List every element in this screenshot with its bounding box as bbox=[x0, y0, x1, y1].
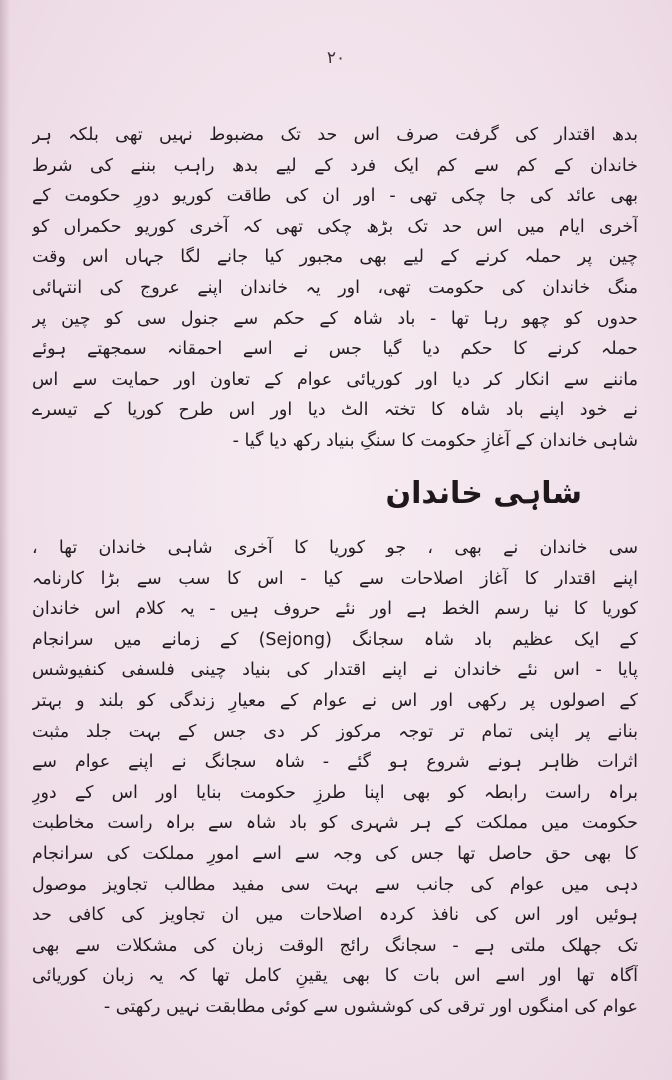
section-heading: شاہی خاندان bbox=[385, 476, 582, 511]
page-number: ٢٠ bbox=[326, 48, 346, 68]
paragraph-line: بدھ اقتدار کی گرفت صرف اس حد تک مضبوط نہیں تھی بلکہ ہر bbox=[32, 125, 638, 145]
paragraph-line: آگاہ تھا اور اسے اس بات کا بھی یقینِ کامل تھا کہ یہ زبان کوریائی bbox=[32, 966, 638, 987]
paragraph-line: بھی عائد کی جا چکی تھی - اور ان کی طاقت کوریو دورِ حکومت کے bbox=[32, 186, 638, 207]
paragraph-line: اثرات ظاہر ہونے شروع ہو گئے - شاہ سجانگ نے اپنے عوام سے bbox=[32, 752, 638, 773]
paragraph-line: چین پر حملہ کرنے کے لیے بھی مجبور کیا جانے لگا جہاں اس وقت bbox=[32, 247, 638, 268]
paragraph-line: دہی میں عوام کی جانب سے بہت سی مفید مطالب تجاویز موصول bbox=[32, 874, 638, 895]
paragraph-line: عوام کی امنگوں اور ترقی کی کوششوں سے کوئی مطابقت نہیں رکھتی - bbox=[103, 996, 638, 1017]
paragraph-line: آخری ایام میں اس حد تک بڑھ چکی تھی کہ آخری کوریو حکمراں کو bbox=[32, 216, 638, 237]
paragraph-line: شاہی خاندان کے آغازِ حکومت کا سنگِ بنیاد رکھ دیا گیا - bbox=[232, 430, 638, 451]
paragraph-line: براہ راست رابطہ کو بھی اپنا طرزِ حکومت بنایا اور اس کے دورِ bbox=[32, 782, 638, 803]
paragraph-line: سی خاندان نے بھی ، جو کوریا کا آخری شاہی خاندان تھا ، bbox=[32, 538, 638, 558]
page-edge-shadow bbox=[0, 0, 10, 1080]
paragraph-line: نے خود اپنے باد شاہ کا تختہ الٹ دیا اور اس طرح کوریا کے تیسرے bbox=[32, 400, 638, 421]
paragraph-line: بنانے پر اپنی تمام تر توجہ مرکوز کر دی جس کے بہت جلد مثبت bbox=[32, 721, 638, 742]
paragraph-line: خاندان کے کم سے کم ایک فرد کے لیے بدھ راہب بننے کی شرط bbox=[32, 155, 638, 176]
paragraph-line: ہوئیں اور اس کی نافذ کردہ اصلاحات میں ان تجاویز کی کافی حد bbox=[32, 905, 638, 926]
paragraph-line: پایا - اس نئے خاندان نے اپنے اقتدار کی بنیاد چینی فلسفی کنفیوشس bbox=[32, 660, 638, 681]
paragraph-line: کوریا کا نیا رسم الخط ہے اور نئے حروف ہیں - یہ کلام اس خاندان bbox=[32, 599, 638, 620]
paragraph-line: منگ خاندان کی حکومت تھی، اور یہ خاندان اپنے عروج کی انتہائی bbox=[32, 277, 638, 298]
paragraph-line: کے ایک عظیم باد شاہ سجانگ (Sejong) کے زمانے میں سرانجام bbox=[32, 629, 638, 650]
paragraph-2 bbox=[32, 533, 638, 1023]
paragraph-line: کے اصولوں پر رکھی اور اس نے عوام کے معیارِ زندگی کو بلند و بہتر bbox=[32, 690, 638, 711]
paragraph-line: اپنے اقتدار کا آغاز اصلاحات سے کیا - اس کا سب سے بڑا کارنامہ bbox=[32, 568, 638, 589]
paragraph-line: ماننے سے انکار کر دیا اور کوریائی عوام کے تعاون اور حمایت سے اس bbox=[32, 369, 638, 390]
paragraph-line: کا بھی حق حاصل تھا جس کی وجہ سے اسے امورِ مملکت کی سرانجام bbox=[32, 843, 638, 864]
paragraph-line: حملہ کرنے کا حکم دیا گیا جس نے اسے احمقانہ سمجھتے ہوئے bbox=[32, 339, 638, 360]
paragraph-line: حکومت میں مملکت کے ہر شہری کو باد شاہ سے براہ راست مخاطبت bbox=[32, 813, 638, 834]
paragraph-line: حدوں کو چھو رہا تھا - باد شاہ کے حکم سے جنول سی کو چین پر bbox=[32, 308, 638, 329]
paragraph-line: تک جھلک ملتی ہے - سجانگ رائج الوقت زبان کی مشکلات سے بھی bbox=[32, 935, 638, 956]
paragraph-1 bbox=[32, 120, 638, 457]
